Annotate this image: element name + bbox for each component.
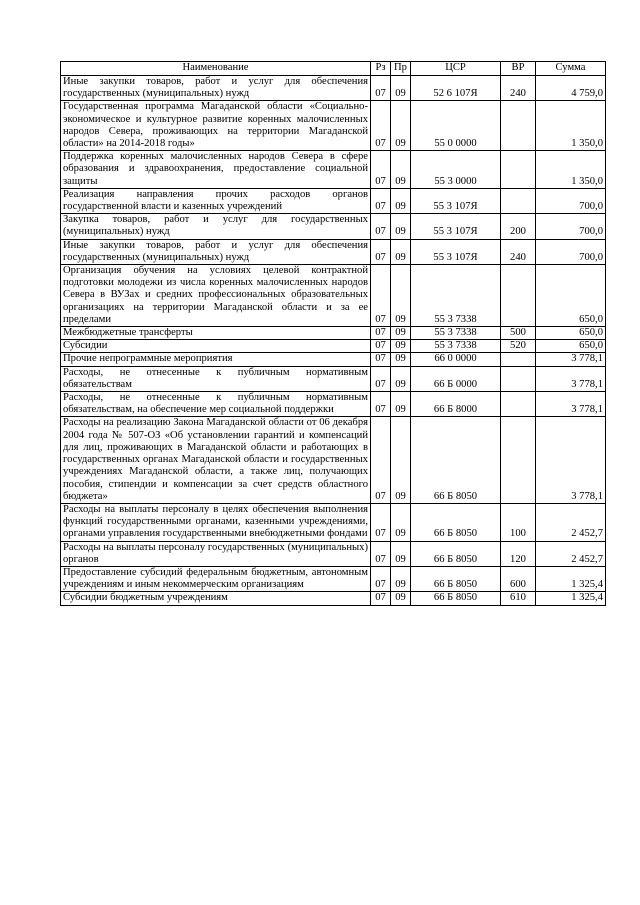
budget-table bbox=[60, 61, 606, 606]
table-row bbox=[61, 592, 606, 605]
cell-vr: 610 bbox=[501, 592, 536, 605]
cell-csr: 55 3 107Я bbox=[411, 188, 501, 213]
cell-rz: 07 bbox=[371, 503, 391, 541]
cell-pr: 09 bbox=[391, 76, 411, 101]
cell-rz: 07 bbox=[371, 76, 391, 101]
cell-sum: 1 325,4 bbox=[536, 566, 606, 591]
cell-sum: 700,0 bbox=[536, 239, 606, 264]
cell-pr: 09 bbox=[391, 392, 411, 417]
cell-sum: 3 778,1 bbox=[536, 353, 606, 366]
cell-rz: 07 bbox=[371, 239, 391, 264]
table-row bbox=[61, 392, 606, 417]
table-row bbox=[61, 353, 606, 366]
cell-name: Иные закупки товаров, работ и услуг для обеспечения государственных (муниципальных) нужд bbox=[61, 239, 371, 264]
cell-rz: 07 bbox=[371, 188, 391, 213]
header-vr: ВР bbox=[501, 62, 536, 76]
table-row bbox=[61, 101, 606, 151]
cell-sum: 4 759,0 bbox=[536, 76, 606, 101]
cell-csr: 66 Б 8050 bbox=[411, 503, 501, 541]
cell-pr: 09 bbox=[391, 417, 411, 503]
cell-name: Предоставление субсидий федеральным бюджетным, автономным учреждениям и иным некоммерческим организациям bbox=[61, 566, 371, 591]
cell-sum: 1 350,0 bbox=[536, 101, 606, 151]
cell-rz: 07 bbox=[371, 101, 391, 151]
cell-sum: 3 778,1 bbox=[536, 392, 606, 417]
cell-name: Реализация направления прочих расходов органов государственной власти и казенных учреждений bbox=[61, 188, 371, 213]
cell-sum: 700,0 bbox=[536, 188, 606, 213]
cell-pr: 09 bbox=[391, 566, 411, 591]
cell-sum: 650,0 bbox=[536, 265, 606, 327]
cell-vr bbox=[501, 101, 536, 151]
cell-csr: 55 3 7338 bbox=[411, 327, 501, 340]
cell-vr: 600 bbox=[501, 566, 536, 591]
cell-name: Расходы, не отнесенные к публичным нормативным обязательствам, на обеспечение мер социальной поддержки bbox=[61, 392, 371, 417]
cell-vr bbox=[501, 353, 536, 366]
table-row bbox=[61, 188, 606, 213]
table-row bbox=[61, 340, 606, 353]
cell-sum: 1 350,0 bbox=[536, 151, 606, 189]
cell-rz: 07 bbox=[371, 592, 391, 605]
table-row bbox=[61, 566, 606, 591]
cell-name: Поддержка коренных малочисленных народов Севера в сфере образования и здравоохранения, предоставление социальной защиты bbox=[61, 151, 371, 189]
cell-pr: 09 bbox=[391, 366, 411, 391]
cell-rz: 07 bbox=[371, 541, 391, 566]
cell-pr: 09 bbox=[391, 592, 411, 605]
cell-vr bbox=[501, 188, 536, 213]
cell-csr: 66 Б 8050 bbox=[411, 541, 501, 566]
cell-pr: 09 bbox=[391, 340, 411, 353]
header-rz: Рз bbox=[371, 62, 391, 76]
cell-csr: 55 3 107Я bbox=[411, 239, 501, 264]
cell-pr: 09 bbox=[391, 327, 411, 340]
cell-sum: 3 778,1 bbox=[536, 366, 606, 391]
table-row bbox=[61, 214, 606, 239]
cell-vr: 500 bbox=[501, 327, 536, 340]
cell-rz: 07 bbox=[371, 566, 391, 591]
cell-csr: 66 Б 8050 bbox=[411, 592, 501, 605]
cell-vr: 200 bbox=[501, 214, 536, 239]
cell-name: Расходы, не отнесенные к публичным нормативным обязательствам bbox=[61, 366, 371, 391]
cell-rz: 07 bbox=[371, 392, 391, 417]
header-sum: Сумма bbox=[536, 62, 606, 76]
cell-vr bbox=[501, 392, 536, 417]
cell-vr: 520 bbox=[501, 340, 536, 353]
cell-rz: 07 bbox=[371, 265, 391, 327]
cell-csr: 66 Б 8050 bbox=[411, 417, 501, 503]
cell-sum: 1 325,4 bbox=[536, 592, 606, 605]
cell-vr: 100 bbox=[501, 503, 536, 541]
cell-name: Расходы на выплаты персоналу государственных (муниципальных) органов bbox=[61, 541, 371, 566]
cell-name: Организация обучения на условиях целевой контрактной подготовки молодежи из числа коренных малочисленных народов Севера в ВУЗах и средних профессиональных образовательных организациях на территории Магаданской области и за ее пределами bbox=[61, 265, 371, 327]
cell-sum: 700,0 bbox=[536, 214, 606, 239]
cell-vr: 240 bbox=[501, 76, 536, 101]
cell-pr: 09 bbox=[391, 503, 411, 541]
cell-csr: 66 Б 8000 bbox=[411, 392, 501, 417]
cell-name: Прочие непрограммные мероприятия bbox=[61, 353, 371, 366]
cell-csr: 55 3 107Я bbox=[411, 214, 501, 239]
cell-csr: 55 3 7338 bbox=[411, 340, 501, 353]
table-row bbox=[61, 417, 606, 503]
cell-name: Субсидии bbox=[61, 340, 371, 353]
table-row bbox=[61, 327, 606, 340]
header-name: Наименование bbox=[61, 62, 371, 76]
cell-pr: 09 bbox=[391, 151, 411, 189]
cell-csr: 66 0 0000 bbox=[411, 353, 501, 366]
cell-sum: 2 452,7 bbox=[536, 541, 606, 566]
cell-csr: 55 3 7338 bbox=[411, 265, 501, 327]
cell-name: Государственная программа Магаданской области «Социально-экономическое и культурное развитие коренных малочисленных народов Севера, проживающих на территории Магаданской области» на 2014-2018 годы» bbox=[61, 101, 371, 151]
cell-rz: 07 bbox=[371, 214, 391, 239]
cell-pr: 09 bbox=[391, 239, 411, 264]
cell-name: Межбюджетные трансферты bbox=[61, 327, 371, 340]
cell-rz: 07 bbox=[371, 151, 391, 189]
header-pr: Пр bbox=[391, 62, 411, 76]
cell-vr bbox=[501, 151, 536, 189]
cell-vr: 240 bbox=[501, 239, 536, 264]
table-row bbox=[61, 265, 606, 327]
cell-csr: 66 Б 0000 bbox=[411, 366, 501, 391]
cell-name: Иные закупки товаров, работ и услуг для обеспечения государственных (муниципальных) нужд bbox=[61, 76, 371, 101]
cell-pr: 09 bbox=[391, 265, 411, 327]
cell-name: Закупка товаров, работ и услуг для государственных (муниципальных) нужд bbox=[61, 214, 371, 239]
cell-vr bbox=[501, 265, 536, 327]
cell-rz: 07 bbox=[371, 340, 391, 353]
cell-pr: 09 bbox=[391, 101, 411, 151]
cell-pr: 09 bbox=[391, 353, 411, 366]
table-row bbox=[61, 366, 606, 391]
cell-sum: 650,0 bbox=[536, 327, 606, 340]
cell-csr: 55 0 0000 bbox=[411, 101, 501, 151]
cell-vr: 120 bbox=[501, 541, 536, 566]
table-row bbox=[61, 541, 606, 566]
table-row bbox=[61, 503, 606, 541]
cell-rz: 07 bbox=[371, 366, 391, 391]
table-row bbox=[61, 151, 606, 189]
table-row bbox=[61, 239, 606, 264]
table-row bbox=[61, 76, 606, 101]
table-header-row bbox=[61, 62, 606, 76]
cell-csr: 55 3 0000 bbox=[411, 151, 501, 189]
cell-csr: 52 6 107Я bbox=[411, 76, 501, 101]
cell-csr: 66 Б 8050 bbox=[411, 566, 501, 591]
cell-name: Расходы на выплаты персоналу в целях обеспечения выполнения функций государственными органами, казенными учреждениями, органами управления государственными внебюджетными фондами bbox=[61, 503, 371, 541]
cell-pr: 09 bbox=[391, 214, 411, 239]
cell-rz: 07 bbox=[371, 327, 391, 340]
cell-pr: 09 bbox=[391, 541, 411, 566]
cell-pr: 09 bbox=[391, 188, 411, 213]
cell-name: Расходы на реализацию Закона Магаданской области от 06 декабря 2004 года № 507-ОЗ «Об установлении гарантий и компенсаций для лиц, проживающих в Магаданской области и работающих в государственных органах Магаданской области и государственных учреждениях Магаданской области, а также лиц, получающих пособия, стипендии и компенсации за счет средств областного бюджета» bbox=[61, 417, 371, 503]
header-csr: ЦСР bbox=[411, 62, 501, 76]
cell-rz: 07 bbox=[371, 417, 391, 503]
cell-vr bbox=[501, 417, 536, 503]
cell-name: Субсидии бюджетным учреждениям bbox=[61, 592, 371, 605]
cell-sum: 650,0 bbox=[536, 340, 606, 353]
cell-rz: 07 bbox=[371, 353, 391, 366]
cell-sum: 2 452,7 bbox=[536, 503, 606, 541]
cell-vr bbox=[501, 366, 536, 391]
cell-sum: 3 778,1 bbox=[536, 417, 606, 503]
